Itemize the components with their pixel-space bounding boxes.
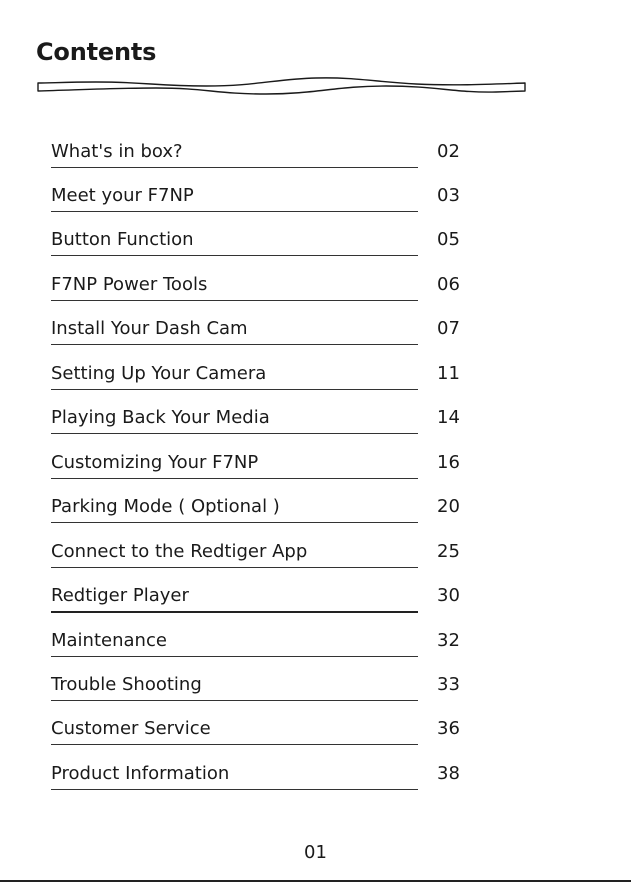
toc-entry-page: 06 [437, 274, 460, 295]
toc-entry-page: 05 [437, 229, 460, 250]
toc-underline [51, 300, 418, 301]
toc-entry-page: 30 [437, 585, 460, 606]
toc-entry-customer-service[interactable] [51, 715, 461, 745]
toc-entry-power-tools[interactable] [51, 271, 461, 301]
toc-entry-label: Meet your F7NP [51, 185, 194, 206]
toc-entry-parking-mode[interactable] [51, 493, 461, 523]
toc-entry-label: Customer Service [51, 718, 211, 739]
toc-underline [51, 167, 418, 168]
toc-entry-page: 14 [437, 407, 460, 428]
toc-entry-maintenance[interactable] [51, 627, 461, 657]
toc-entry-button-function[interactable] [51, 226, 461, 256]
toc-entry-page: 03 [437, 185, 460, 206]
toc-entry-label: Trouble Shooting [51, 674, 202, 695]
toc-entry-meet-your-f7np[interactable] [51, 182, 461, 212]
toc-entry-redtiger-player[interactable] [51, 582, 461, 612]
toc-entry-install-dash-cam[interactable] [51, 315, 461, 345]
toc-underline [51, 789, 418, 790]
toc-entry-setting-up-camera[interactable] [51, 360, 461, 390]
toc-entry-playing-back-media[interactable] [51, 404, 461, 434]
toc-underline [51, 389, 418, 390]
toc-entry-label: F7NP Power Tools [51, 274, 208, 295]
toc-entry-page: 20 [437, 496, 460, 517]
toc-underline [51, 744, 418, 745]
toc-entry-label: What's in box? [51, 141, 183, 162]
toc-underline [51, 522, 418, 523]
toc-entry-label: Setting Up Your Camera [51, 363, 267, 384]
toc-entry-label: Maintenance [51, 630, 167, 651]
toc-entry-label: Parking Mode ( Optional ) [51, 496, 280, 517]
toc-entry-label: Product Information [51, 763, 230, 784]
bottom-rule [0, 880, 631, 882]
toc-underline [51, 344, 418, 345]
toc-entry-page: 38 [437, 763, 460, 784]
toc-entry-page: 32 [437, 630, 460, 651]
toc-entry-page: 25 [437, 541, 460, 562]
toc-underline [51, 478, 418, 479]
toc-underline [51, 656, 418, 657]
toc-entry-customizing[interactable] [51, 449, 461, 479]
toc-entry-label: Install Your Dash Cam [51, 318, 248, 339]
toc-entry-page: 02 [437, 141, 460, 162]
toc-entry-product-information[interactable] [51, 760, 461, 790]
toc-underline [51, 211, 418, 212]
page-title: Contents [36, 38, 157, 66]
toc-underline [51, 611, 418, 613]
toc-entry-trouble-shooting[interactable] [51, 671, 461, 701]
toc-entry-label: Redtiger Player [51, 585, 189, 606]
toc-entry-redtiger-app[interactable] [51, 538, 461, 568]
toc-entry-label: Button Function [51, 229, 194, 250]
toc-entry-label: Playing Back Your Media [51, 407, 270, 428]
toc-underline [51, 255, 418, 256]
page-number: 01 [304, 842, 327, 863]
toc-underline [51, 700, 418, 701]
toc-entry-whats-in-box[interactable] [51, 138, 461, 168]
toc-entry-label: Connect to the Redtiger App [51, 541, 308, 562]
toc-underline [51, 433, 418, 434]
toc-underline [51, 567, 418, 568]
toc-entry-page: 11 [437, 363, 460, 384]
toc-entry-page: 07 [437, 318, 460, 339]
toc-entry-label: Customizing Your F7NP [51, 452, 259, 473]
toc-entry-page: 36 [437, 718, 460, 739]
toc-entry-page: 33 [437, 674, 460, 695]
toc-entry-page: 16 [437, 452, 460, 473]
